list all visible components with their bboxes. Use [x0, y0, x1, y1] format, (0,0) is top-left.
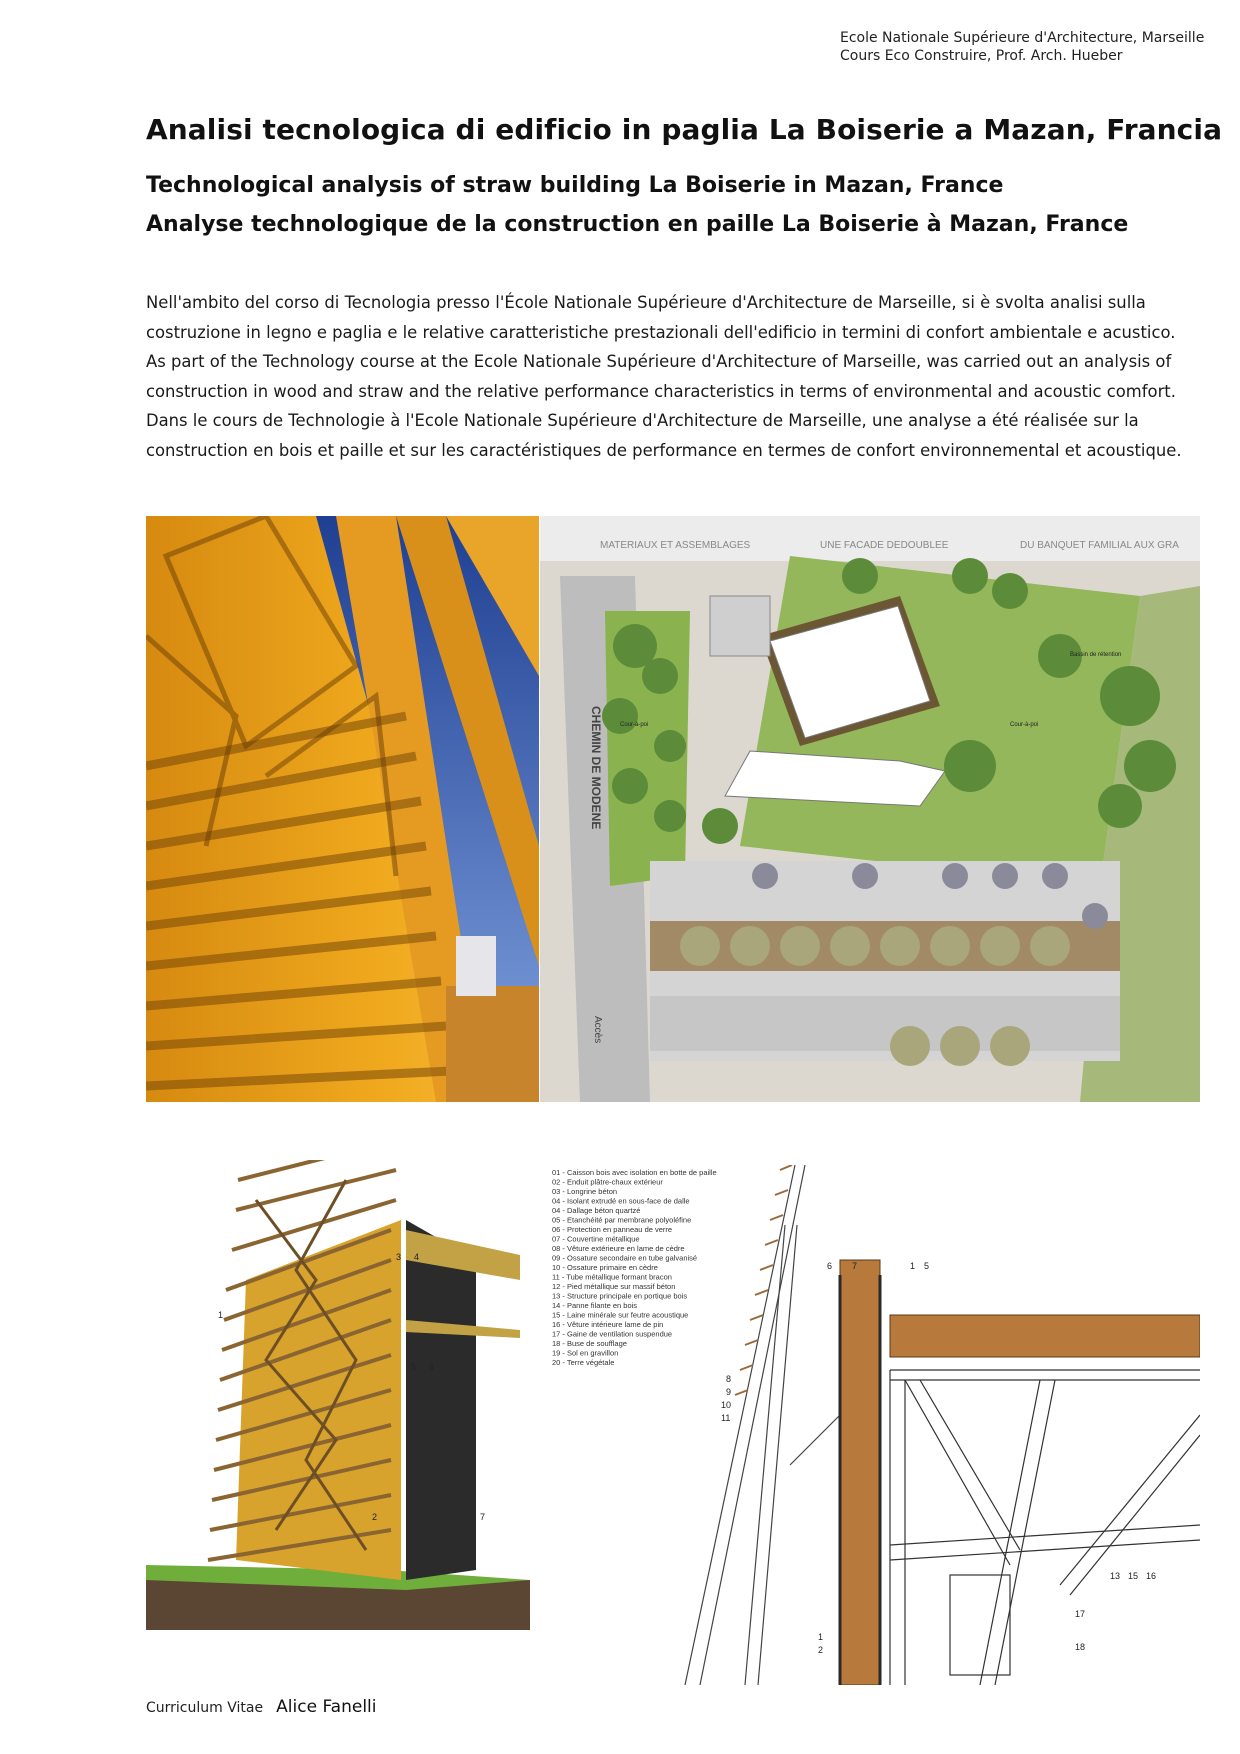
legend-item: 15 - Laine minérale sur feutre acoustique	[552, 1310, 689, 1320]
legend-item: 05 - Etanchéité par membrane polyoléfine	[552, 1215, 692, 1225]
title-english: Technological analysis of straw building La Boiserie in Mazan, France	[146, 173, 1004, 198]
intro-line: costruzione in legno e paglia e le relative caratteristiche prestazionali dell'edificio in termini di confort ambientale e acustico.	[146, 322, 1176, 342]
axo-callout: 6	[429, 1362, 435, 1372]
header-note	[840, 29, 1205, 65]
axo-callout: 5	[411, 1362, 417, 1372]
legend-item: 12 - Pied métallique sur massif béton	[552, 1282, 676, 1291]
intro-line: As part of the Technology course at the Ecole Nationale Supérieure d'Architecture of Marseille, was carried out an analysis of	[146, 352, 1172, 372]
detail-callout: 13	[1110, 1571, 1121, 1581]
legend-item: 04 - Dallage béton quartzé	[552, 1206, 641, 1215]
legend-item: 09 - Ossature secondaire en tube galvanisé	[552, 1253, 698, 1263]
legend-item: 08 - Vêture extérieure en lame de cèdre	[552, 1244, 685, 1253]
intro-line: Dans le cours de Technologie à l'Ecole Nationale Supérieure d'Architecture de Marseille, une analyse a été réalisée sur la	[146, 411, 1139, 431]
legend-item: 06 - Protection en panneau de verre	[552, 1225, 673, 1234]
footer-label: Curriculum Vitae	[146, 1700, 264, 1716]
legend-item: 04 - Isolant extrudé en sous-face de dalle	[552, 1196, 690, 1206]
legend-item: 01 - Caisson bois avec isolation en botte de paille	[552, 1168, 717, 1177]
detail-callout: 16	[1146, 1571, 1157, 1581]
axo-callout: 3	[396, 1252, 402, 1262]
legend-item: 13 - Structure principale en portique bois	[552, 1291, 688, 1301]
intro-paragraph	[146, 288, 1200, 466]
school-name: Ecole Nationale Supérieure d'Architecture, Marseille	[840, 30, 1205, 46]
legend-item: 17 - Gaine de ventilation suspendue	[552, 1329, 673, 1339]
legend-item: 07 - Couvertine métallique	[552, 1234, 640, 1244]
detail-callout: 2	[818, 1645, 824, 1655]
detail-callout: 6	[827, 1261, 833, 1271]
detail-callout: 15	[1128, 1571, 1139, 1581]
plan-top-label: DU BANQUET FAMILIAL AUX GRA	[1020, 540, 1179, 551]
courtyard-label: Cour-à-poi	[620, 722, 649, 728]
detail-callout: 1	[910, 1261, 916, 1271]
axo-callout: 2	[372, 1512, 378, 1522]
plan-top-label: MATERIAUX ET ASSEMBLAGES	[600, 540, 751, 551]
legend-item: 18 - Buse de soufflage	[552, 1339, 627, 1348]
legend-item: 02 - Enduit plâtre-chaux extérieur	[552, 1177, 663, 1187]
course-name: Cours Eco Construire, Prof. Arch. Hueber	[840, 48, 1123, 64]
legend-item: 10 - Ossature primaire en cèdre	[552, 1263, 658, 1272]
facade-photo	[146, 516, 539, 1102]
author-name: Alice Fanelli	[276, 1697, 377, 1717]
legend-item: 19 - Sol en gravillon	[552, 1348, 619, 1358]
axo-callout: 4	[414, 1252, 420, 1262]
intro-line: construction en bois et paille et sur les caractéristiques de performance en termes de confort environnemental et acoustique.	[146, 440, 1182, 460]
road-label: CHEMIN DE MODENE	[589, 706, 603, 830]
title-french: Analyse technologique de la construction en paille La Boiserie à Mazan, France	[146, 212, 1129, 237]
plan-top-label: UNE FACADE DEDOUBLEE	[820, 540, 949, 551]
intro-line: Nell'ambito del corso di Tecnologia presso l'École Nationale Supérieure d'Architecture de Marseille, si è svolta analisi sulla	[146, 293, 1146, 312]
detail-callout: 17	[1075, 1609, 1086, 1619]
detail-callout: 10	[721, 1400, 732, 1410]
access-label: Accès	[592, 1016, 603, 1044]
legend-item: 16 - Vêture intérieure lame de pin	[552, 1320, 664, 1329]
title-italian: Analisi tecnologica di edificio in paglia La Boiserie a Mazan, Francia	[146, 113, 1223, 146]
detail-callout: 5	[924, 1261, 930, 1271]
detail-callout: 1	[818, 1632, 824, 1642]
axonometric-drawing	[146, 1160, 530, 1630]
footer	[146, 1697, 377, 1717]
basin-label: Bassin de rétention	[1070, 652, 1122, 658]
detail-section-drawing	[540, 1165, 1200, 1685]
site-plan	[540, 516, 1200, 1102]
detail-callout: 7	[852, 1261, 858, 1271]
axo-callout: 1	[218, 1310, 224, 1320]
legend-item: 14 - Panne filante en bois	[552, 1301, 638, 1310]
detail-callout: 9	[726, 1387, 732, 1397]
detail-callout: 18	[1075, 1642, 1086, 1652]
detail-callout: 11	[721, 1413, 731, 1423]
legend-item: 03 - Longrine béton	[552, 1187, 618, 1196]
detail-callout: 8	[726, 1374, 732, 1384]
courtyard-label: Cour-à-poi	[1010, 722, 1039, 728]
axo-callout: 7	[480, 1512, 486, 1522]
legend-item: 11 - Tube métallique formant bracon	[552, 1272, 672, 1282]
intro-line: construction in wood and straw and the relative performance characteristics in terms of environmental and acoustic comfort.	[146, 381, 1176, 401]
legend-item: 20 - Terre végétale	[552, 1358, 615, 1367]
